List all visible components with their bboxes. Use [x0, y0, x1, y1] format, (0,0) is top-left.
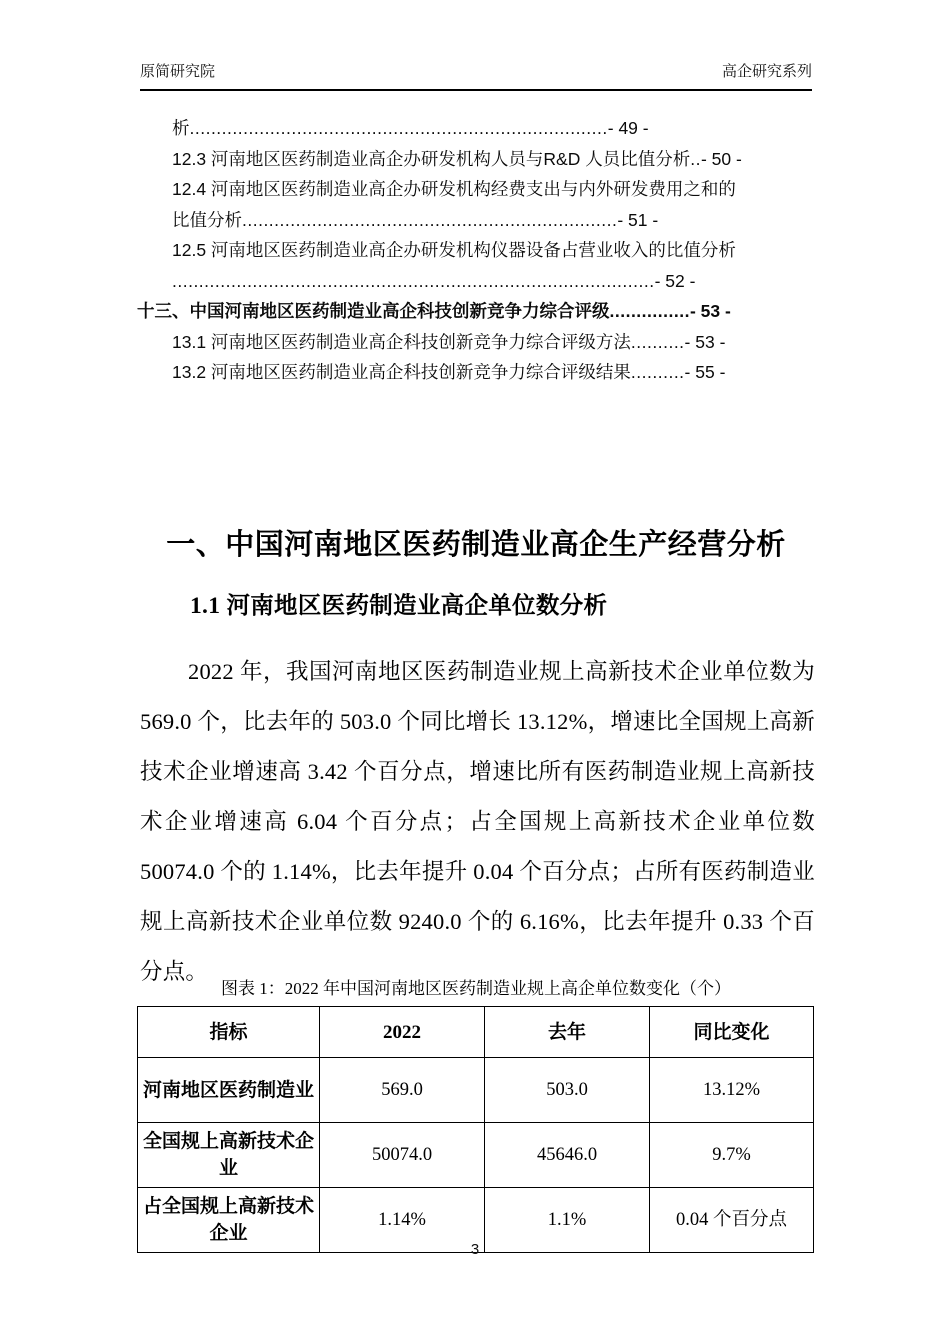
table-column-header: 2022: [320, 1007, 485, 1058]
data-table-container: [137, 1006, 813, 1253]
table-column-header: 去年: [485, 1007, 650, 1058]
table-column-header: 指标: [138, 1007, 320, 1058]
toc-entry-title: 12.4 河南地区医药制造业高企办研发机构经费支出与内外研发费用之和的: [172, 179, 736, 199]
header-right-label: 高企研究系列: [721, 63, 812, 80]
toc-entry-title: 比值分析: [172, 209, 242, 230]
toc-entry[interactable]: [137, 144, 815, 175]
toc-entry-title: 12.3 河南地区医药制造业高企办研发机构人员与R&D 人员比值分析: [172, 148, 691, 169]
toc-entry-title: 十三、中国河南地区医药制造业高企科技创新竞争力综合评级: [137, 301, 610, 321]
chapter-heading: 一、中国河南地区医药制造业高企生产经营分析: [166, 529, 786, 562]
toc-entry-title: 12.5 河南地区医药制造业高企办研发机构仪器设备占营业收入的比值分析: [172, 240, 736, 260]
toc-entry[interactable]: [137, 174, 815, 205]
toc-entry[interactable]: [137, 235, 815, 266]
table-row: [138, 1058, 814, 1123]
table-cell-prev: 45646.0: [485, 1123, 650, 1188]
table-cell-change: 13.12%: [650, 1058, 814, 1123]
toc-page-number: - 51 -: [617, 209, 659, 230]
table-cell-label: 全国规上高新技术企业: [138, 1123, 320, 1188]
table-cell-2022: 569.0: [320, 1058, 485, 1123]
toc-page-number: - 53 -: [689, 301, 731, 321]
toc-leader-dots: ..............................................................................: [189, 118, 608, 138]
header-left-label: 原简研究院: [140, 63, 216, 80]
toc-page-number: - 49 -: [607, 118, 649, 138]
page-number: 3: [470, 1241, 480, 1258]
toc-leader-dots: ..........: [630, 362, 685, 382]
toc-page-number: - 55 -: [684, 362, 726, 382]
toc-leader-dots: ...............: [609, 301, 690, 321]
table-cell-change: 9.7%: [650, 1123, 814, 1188]
table-of-contents: [137, 113, 815, 388]
table-cell-prev: 1.1%: [485, 1188, 650, 1253]
toc-entry[interactable]: [137, 296, 815, 327]
table-cell-prev: 503.0: [485, 1058, 650, 1123]
table-cell-label: 占全国规上高新技术企业: [138, 1188, 320, 1253]
body-paragraph: 2022 年，我国河南地区医药制造业规上高新技术企业单位数为 569.0 个，比去年的 503.0 个同比增长 13.12%，增速比全国规上高新技术企业增速高 3.42 个百分点，增速比所有医药制造业规上高新技术企业增速高 6.04 个百分点；占全国规上高新技术企业单位数 50074.0 个的 1.14%，比去年提升 0.04 个百分点；占所有医药制造业规上高新技术企业单位数 9240.0 个的 6.16%，比去年提升 0.33 个百分点。: [140, 658, 815, 984]
toc-entry[interactable]: [137, 357, 815, 388]
toc-entry-title: 析: [172, 118, 190, 138]
toc-entry[interactable]: [137, 266, 815, 297]
toc-entry[interactable]: [137, 113, 815, 144]
toc-entry[interactable]: [137, 205, 815, 236]
toc-entry-title: 13.2 河南地区医药制造业高企科技创新竞争力综合评级结果: [172, 362, 631, 382]
header-divider-rule: [140, 89, 812, 91]
toc-page-number: - 52 -: [654, 270, 696, 291]
table-caption: 图表 1：2022 年中国河南地区医药制造业规上高企单位数变化（个）: [221, 979, 731, 998]
table-row: [138, 1123, 814, 1188]
toc-leader-dots: ..........................................................................................: [172, 270, 655, 291]
table-cell-change: 0.04 个百分点: [650, 1188, 814, 1253]
running-header: [140, 62, 812, 82]
section-heading: 1.1 河南地区医药制造业高企单位数分析: [190, 592, 608, 619]
toc-leader-dots: ......................................................................: [242, 209, 618, 230]
table-cell-2022: 50074.0: [320, 1123, 485, 1188]
toc-page-number: - 50 -: [700, 148, 742, 169]
table-column-header: 同比变化: [650, 1007, 814, 1058]
toc-entry-title: 13.1 河南地区医药制造业高企科技创新竞争力综合评级方法: [172, 331, 631, 352]
unit-count-table: [137, 1006, 814, 1253]
table-cell-2022: 1.14%: [320, 1188, 485, 1253]
table-header-row: [138, 1007, 814, 1058]
table-cell-label: 河南地区医药制造业: [138, 1058, 320, 1123]
toc-page-number: - 53 -: [684, 331, 726, 352]
toc-leader-dots: ..: [690, 148, 701, 169]
toc-leader-dots: ..........: [630, 331, 685, 352]
toc-entry[interactable]: [137, 327, 815, 358]
